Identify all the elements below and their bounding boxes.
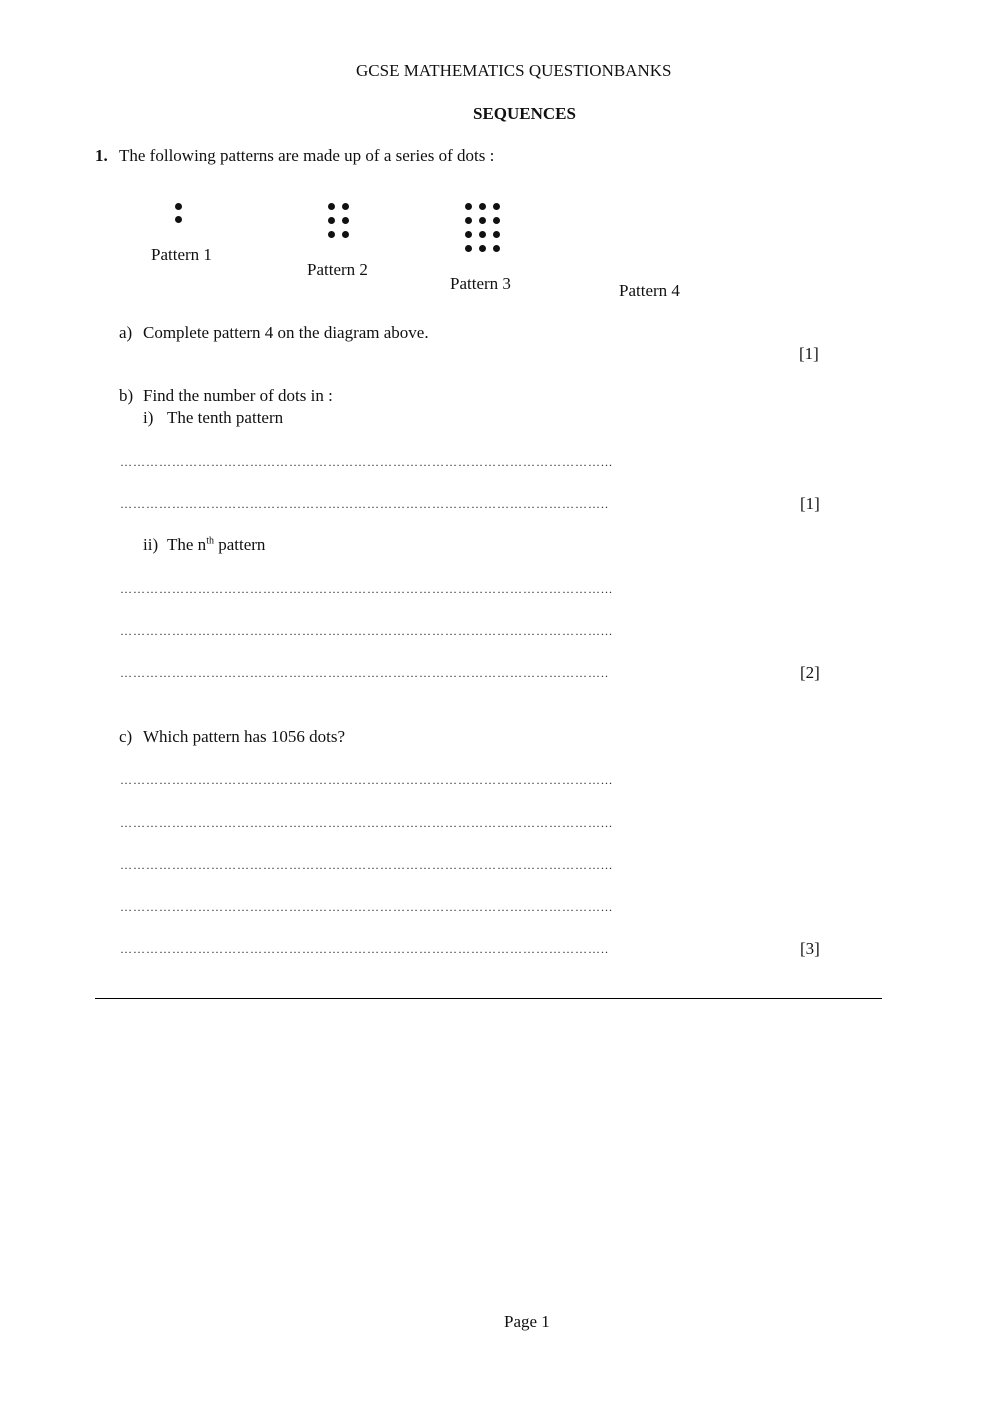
- pattern-3-dots: [465, 203, 503, 253]
- part-b-ii-text-pre: The n: [167, 535, 207, 554]
- part-b-i-text: The tenth pattern: [167, 408, 284, 427]
- pattern-4-label: Pattern 4: [619, 281, 680, 300]
- dot: [328, 231, 335, 238]
- dot: [465, 231, 472, 238]
- question-number: 1.: [95, 146, 108, 165]
- section-divider: [95, 998, 882, 999]
- pattern-3-label: Pattern 3: [450, 274, 511, 293]
- answer-line[interactable]: …………………………………………………………………………………………………...: [120, 455, 613, 469]
- part-b-i-marks: [1]: [800, 494, 820, 513]
- answer-line[interactable]: …………………………………………………………………………………………………..: [120, 497, 609, 511]
- dot: [493, 217, 500, 224]
- dot: [493, 231, 500, 238]
- part-c-marks: [3]: [800, 939, 820, 958]
- dot: [479, 217, 486, 224]
- dot: [175, 216, 182, 223]
- part-b-label: b): [119, 386, 134, 405]
- part-b-i-label: i): [143, 408, 154, 427]
- dot: [493, 203, 500, 210]
- dot: [465, 217, 472, 224]
- part-b-ii-label: ii): [143, 535, 159, 554]
- dot: [479, 203, 486, 210]
- answer-line[interactable]: …………………………………………………………………………………………………...: [120, 900, 613, 914]
- answer-line[interactable]: …………………………………………………………………………………………………..: [120, 942, 609, 956]
- part-b-text: Find the number of dots in :: [143, 386, 333, 405]
- part-a-marks: [1]: [799, 344, 819, 363]
- answer-line[interactable]: …………………………………………………………………………………………………...: [120, 858, 613, 872]
- part-b-ii-text-sup: th: [206, 535, 214, 547]
- dot: [342, 203, 349, 210]
- pattern-1-label: Pattern 1: [151, 245, 212, 264]
- dot: [479, 231, 486, 238]
- answer-line[interactable]: …………………………………………………………………………………………………...: [120, 816, 613, 830]
- answer-line[interactable]: …………………………………………………………………………………………………...: [120, 624, 613, 638]
- answer-line[interactable]: …………………………………………………………………………………………………..: [120, 666, 609, 680]
- part-a-text: Complete pattern 4 on the diagram above.: [143, 323, 429, 342]
- dot: [328, 217, 335, 224]
- pattern-2-dots: [328, 203, 352, 239]
- answer-line[interactable]: …………………………………………………………………………………………………...: [120, 582, 613, 596]
- dot: [328, 203, 335, 210]
- pattern-2-label: Pattern 2: [307, 260, 368, 279]
- document-header: GCSE MATHEMATICS QUESTIONBANKS: [356, 61, 672, 80]
- pattern-1-dots: [175, 203, 185, 225]
- page-title: SEQUENCES: [473, 104, 576, 123]
- part-b-ii-text: [167, 535, 265, 555]
- part-c-label: c): [119, 727, 133, 746]
- part-b-ii-text-post: pattern: [213, 535, 266, 554]
- dot: [465, 203, 472, 210]
- dot: [465, 245, 472, 252]
- question-text: The following patterns are made up of a series of dots :: [119, 146, 495, 165]
- dot: [342, 231, 349, 238]
- dot: [342, 217, 349, 224]
- page-number: Page 1: [504, 1312, 550, 1331]
- part-c-text: Which pattern has 1056 dots?: [143, 727, 346, 746]
- dot: [479, 245, 486, 252]
- answer-line[interactable]: …………………………………………………………………………………………………...: [120, 773, 613, 787]
- part-b-ii-marks: [2]: [800, 663, 820, 682]
- dot: [493, 245, 500, 252]
- part-a-label: a): [119, 323, 133, 342]
- dot: [175, 203, 182, 210]
